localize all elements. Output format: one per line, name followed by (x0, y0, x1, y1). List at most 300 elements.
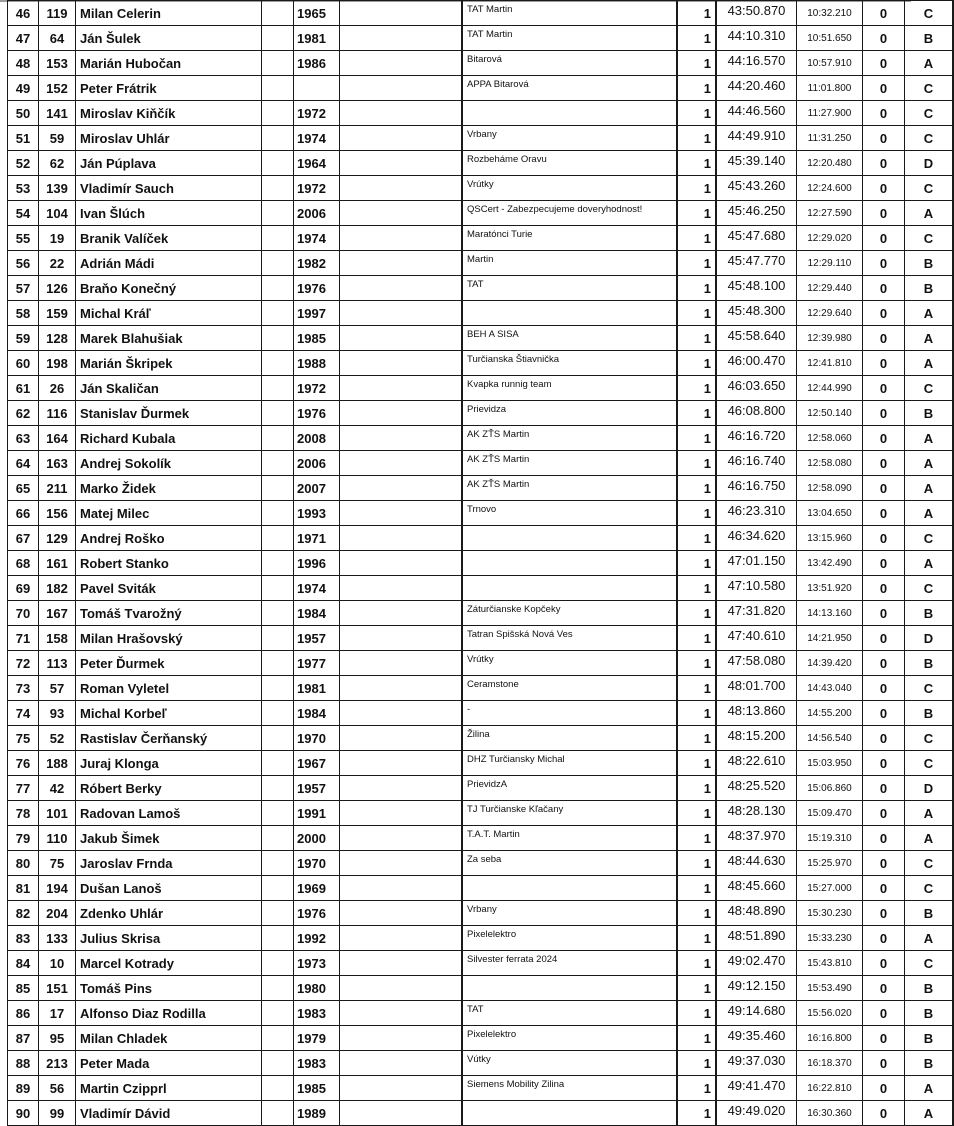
club-cell (462, 976, 677, 1001)
category-cell: B (905, 701, 954, 726)
empty-cell (340, 1026, 463, 1051)
bib-number-cell: 198 (39, 351, 76, 376)
club-cell: Bitarová (462, 51, 677, 76)
bib-number-cell: 64 (39, 26, 76, 51)
finish-time-cell: 47:40.610 (716, 626, 797, 651)
runner-name-cell: Stanislav Ďurmek (76, 401, 262, 426)
club-cell: TAT Martin (462, 1, 677, 26)
runner-name-cell: Rastislav Čerňanský (76, 726, 262, 751)
empty-cell (262, 526, 294, 551)
time-behind-cell: 15:19.310 (797, 826, 863, 851)
empty-cell (340, 276, 463, 301)
runner-name-cell: Miroslav Kiňčík (76, 101, 262, 126)
bib-number-cell: 161 (39, 551, 76, 576)
position-cell: 63 (8, 426, 39, 451)
category-cell: B (905, 976, 954, 1001)
penalty-cell: 0 (863, 76, 905, 101)
empty-cell (340, 1001, 463, 1026)
birth-year-cell: 1989 (294, 1101, 340, 1126)
category-cell: B (905, 1026, 954, 1051)
birth-year-cell: 1967 (294, 751, 340, 776)
position-cell: 79 (8, 826, 39, 851)
table-row (8, 226, 954, 251)
club-cell: Vútky (462, 1051, 677, 1076)
club-cell: TAT (462, 1001, 677, 1026)
runner-name-cell: Michal Kráľ (76, 301, 262, 326)
bib-number-cell: 113 (39, 651, 76, 676)
category-cell: A (905, 326, 954, 351)
runner-name-cell: Zdenko Uhlár (76, 901, 262, 926)
finish-time-cell: 48:13.860 (716, 701, 797, 726)
empty-cell (340, 576, 463, 601)
finish-time-cell: 43:50.870 (716, 1, 797, 26)
laps-cell: 1 (677, 576, 716, 601)
table-row (8, 176, 954, 201)
table-row (8, 76, 954, 101)
empty-cell (262, 151, 294, 176)
table-row (8, 1001, 954, 1026)
bib-number-cell: 42 (39, 776, 76, 801)
laps-cell: 1 (677, 501, 716, 526)
bib-number-cell: 116 (39, 401, 76, 426)
empty-cell (340, 601, 463, 626)
finish-time-cell: 46:03.650 (716, 376, 797, 401)
empty-cell (340, 101, 463, 126)
table-row (8, 876, 954, 901)
penalty-cell: 0 (863, 876, 905, 901)
club-cell: Ceramstone (462, 676, 677, 701)
empty-cell (340, 76, 463, 101)
club-cell: DHZ Turčiansky Michal (462, 751, 677, 776)
bib-number-cell: 110 (39, 826, 76, 851)
table-row (8, 101, 954, 126)
time-behind-cell: 12:29.110 (797, 251, 863, 276)
empty-cell (262, 926, 294, 951)
empty-cell (340, 1101, 463, 1126)
time-behind-cell: 13:42.490 (797, 551, 863, 576)
category-cell: A (905, 476, 954, 501)
category-cell: A (905, 51, 954, 76)
position-cell: 75 (8, 726, 39, 751)
empty-cell (262, 626, 294, 651)
time-behind-cell: 12:58.080 (797, 451, 863, 476)
empty-cell (340, 776, 463, 801)
empty-cell (262, 1, 294, 26)
penalty-cell: 0 (863, 1101, 905, 1126)
table-row (8, 51, 954, 76)
time-behind-cell: 12:50.140 (797, 401, 863, 426)
runner-name-cell: Marcel Kotrady (76, 951, 262, 976)
finish-time-cell: 48:01.700 (716, 676, 797, 701)
club-cell: QSCert - Zabezpecujeme doveryhodnost! (462, 201, 677, 226)
finish-time-cell: 49:35.460 (716, 1026, 797, 1051)
laps-cell: 1 (677, 876, 716, 901)
laps-cell: 1 (677, 476, 716, 501)
finish-time-cell: 49:12.150 (716, 976, 797, 1001)
club-cell (462, 1101, 677, 1126)
laps-cell: 1 (677, 1026, 716, 1051)
finish-time-cell: 49:14.680 (716, 1001, 797, 1026)
category-cell: D (905, 151, 954, 176)
finish-time-cell: 44:46.560 (716, 101, 797, 126)
penalty-cell: 0 (863, 201, 905, 226)
bib-number-cell: 75 (39, 851, 76, 876)
table-row (8, 551, 954, 576)
empty-cell (262, 601, 294, 626)
finish-time-cell: 46:00.470 (716, 351, 797, 376)
runner-name-cell: Vladimír Dávid (76, 1101, 262, 1126)
laps-cell: 1 (677, 151, 716, 176)
runner-name-cell: Ivan Šlúch (76, 201, 262, 226)
table-row (8, 201, 954, 226)
finish-time-cell: 45:48.300 (716, 301, 797, 326)
category-cell: C (905, 676, 954, 701)
bib-number-cell: 182 (39, 576, 76, 601)
club-cell (462, 876, 677, 901)
penalty-cell: 0 (863, 401, 905, 426)
empty-cell (262, 1076, 294, 1101)
category-cell: C (905, 576, 954, 601)
table-row (8, 576, 954, 601)
empty-cell (262, 876, 294, 901)
bib-number-cell: 93 (39, 701, 76, 726)
birth-year-cell: 1981 (294, 676, 340, 701)
laps-cell: 1 (677, 901, 716, 926)
runner-name-cell: Marek Blahušiak (76, 326, 262, 351)
bib-number-cell: 156 (39, 501, 76, 526)
laps-cell: 1 (677, 1001, 716, 1026)
empty-cell (262, 576, 294, 601)
table-row (8, 476, 954, 501)
finish-time-cell: 49:49.020 (716, 1101, 797, 1126)
birth-year-cell: 1973 (294, 951, 340, 976)
runner-name-cell: Alfonso Diaz Rodilla (76, 1001, 262, 1026)
penalty-cell: 0 (863, 601, 905, 626)
category-cell: A (905, 1101, 954, 1126)
time-behind-cell: 10:57.910 (797, 51, 863, 76)
empty-cell (340, 126, 463, 151)
penalty-cell: 0 (863, 701, 905, 726)
laps-cell: 1 (677, 76, 716, 101)
position-cell: 61 (8, 376, 39, 401)
bib-number-cell: 104 (39, 201, 76, 226)
club-cell: Pixelelektro (462, 926, 677, 951)
runner-name-cell: Peter Frátrik (76, 76, 262, 101)
position-cell: 90 (8, 1101, 39, 1126)
position-cell: 81 (8, 876, 39, 901)
laps-cell: 1 (677, 1101, 716, 1126)
laps-cell: 1 (677, 301, 716, 326)
penalty-cell: 0 (863, 851, 905, 876)
laps-cell: 1 (677, 376, 716, 401)
bib-number-cell: 95 (39, 1026, 76, 1051)
club-cell: Záturčianske Kopčeky (462, 601, 677, 626)
finish-time-cell: 44:49.910 (716, 126, 797, 151)
club-cell: Žilina (462, 726, 677, 751)
time-behind-cell: 14:43.040 (797, 676, 863, 701)
time-behind-cell: 14:13.160 (797, 601, 863, 626)
position-cell: 88 (8, 1051, 39, 1076)
birth-year-cell: 1976 (294, 401, 340, 426)
table-row (8, 676, 954, 701)
runner-name-cell: Jakub Šimek (76, 826, 262, 851)
birth-year-cell: 1969 (294, 876, 340, 901)
category-cell: A (905, 451, 954, 476)
penalty-cell: 0 (863, 1051, 905, 1076)
category-cell: B (905, 1051, 954, 1076)
category-cell: B (905, 651, 954, 676)
penalty-cell: 0 (863, 101, 905, 126)
position-cell: 49 (8, 76, 39, 101)
empty-cell (262, 176, 294, 201)
club-cell: AK ZŤS Martin (462, 426, 677, 451)
laps-cell: 1 (677, 426, 716, 451)
finish-time-cell: 48:22.610 (716, 751, 797, 776)
club-cell (462, 101, 677, 126)
empty-cell (340, 251, 463, 276)
birth-year-cell: 1965 (294, 1, 340, 26)
laps-cell: 1 (677, 801, 716, 826)
birth-year-cell: 1970 (294, 726, 340, 751)
bib-number-cell: 213 (39, 1051, 76, 1076)
position-cell: 51 (8, 126, 39, 151)
position-cell: 47 (8, 26, 39, 51)
finish-time-cell: 45:48.100 (716, 276, 797, 301)
time-behind-cell: 12:41.810 (797, 351, 863, 376)
finish-time-cell: 48:45.660 (716, 876, 797, 901)
penalty-cell: 0 (863, 1076, 905, 1101)
category-cell: A (905, 351, 954, 376)
empty-cell (262, 301, 294, 326)
table-row (8, 126, 954, 151)
position-cell: 54 (8, 201, 39, 226)
club-cell: Prievidza (462, 401, 677, 426)
finish-time-cell: 48:28.130 (716, 801, 797, 826)
finish-time-cell: 45:58.640 (716, 326, 797, 351)
club-cell: Rozbeháme Oravu (462, 151, 677, 176)
laps-cell: 1 (677, 51, 716, 76)
category-cell: C (905, 876, 954, 901)
table-row (8, 951, 954, 976)
runner-name-cell: Ján Skaličan (76, 376, 262, 401)
finish-time-cell: 49:41.470 (716, 1076, 797, 1101)
runner-name-cell: Martin Czipprl (76, 1076, 262, 1101)
table-row (8, 1051, 954, 1076)
club-cell: Vrútky (462, 176, 677, 201)
time-behind-cell: 15:33.230 (797, 926, 863, 951)
birth-year-cell: 1983 (294, 1051, 340, 1076)
club-cell: Maratónci Turie (462, 226, 677, 251)
results-table (7, 0, 954, 1126)
empty-cell (262, 651, 294, 676)
runner-name-cell: Matej Milec (76, 501, 262, 526)
runner-name-cell: Juraj Klonga (76, 751, 262, 776)
birth-year-cell: 1992 (294, 926, 340, 951)
birth-year-cell: 1957 (294, 776, 340, 801)
position-cell: 80 (8, 851, 39, 876)
empty-cell (262, 676, 294, 701)
category-cell: C (905, 376, 954, 401)
club-cell: Vrútky (462, 651, 677, 676)
time-behind-cell: 15:03.950 (797, 751, 863, 776)
penalty-cell: 0 (863, 826, 905, 851)
club-cell: - (462, 701, 677, 726)
bib-number-cell: 22 (39, 251, 76, 276)
birth-year-cell: 1991 (294, 801, 340, 826)
category-cell: C (905, 1, 954, 26)
empty-cell (262, 76, 294, 101)
laps-cell: 1 (677, 976, 716, 1001)
time-behind-cell: 10:32.210 (797, 1, 863, 26)
runner-name-cell: Jaroslav Frnda (76, 851, 262, 876)
bib-number-cell: 129 (39, 526, 76, 551)
club-cell: Vrbany (462, 126, 677, 151)
position-cell: 71 (8, 626, 39, 651)
birth-year-cell: 1996 (294, 551, 340, 576)
runner-name-cell: Julius Skrisa (76, 926, 262, 951)
laps-cell: 1 (677, 1076, 716, 1101)
time-behind-cell: 15:56.020 (797, 1001, 863, 1026)
laps-cell: 1 (677, 351, 716, 376)
finish-time-cell: 47:01.150 (716, 551, 797, 576)
empty-cell (262, 551, 294, 576)
birth-year-cell: 1972 (294, 376, 340, 401)
penalty-cell: 0 (863, 501, 905, 526)
empty-cell (340, 901, 463, 926)
penalty-cell: 0 (863, 751, 905, 776)
club-cell: T.A.T. Martin (462, 826, 677, 851)
bib-number-cell: 141 (39, 101, 76, 126)
category-cell: C (905, 176, 954, 201)
runner-name-cell: Braňo Konečný (76, 276, 262, 301)
runner-name-cell: Marián Hubočan (76, 51, 262, 76)
time-behind-cell: 15:06.860 (797, 776, 863, 801)
penalty-cell: 0 (863, 801, 905, 826)
position-cell: 62 (8, 401, 39, 426)
empty-cell (262, 201, 294, 226)
table-row (8, 726, 954, 751)
finish-time-cell: 45:46.250 (716, 201, 797, 226)
table-row (8, 501, 954, 526)
category-cell: C (905, 126, 954, 151)
empty-cell (262, 51, 294, 76)
laps-cell: 1 (677, 176, 716, 201)
bib-number-cell: 164 (39, 426, 76, 451)
birth-year-cell: 1964 (294, 151, 340, 176)
club-cell (462, 576, 677, 601)
position-cell: 87 (8, 1026, 39, 1051)
empty-cell (340, 551, 463, 576)
table-row (8, 326, 954, 351)
bib-number-cell: 26 (39, 376, 76, 401)
bib-number-cell: 17 (39, 1001, 76, 1026)
position-cell: 77 (8, 776, 39, 801)
birth-year-cell: 2006 (294, 451, 340, 476)
club-cell: APPA Bitarová (462, 76, 677, 101)
empty-cell (340, 851, 463, 876)
penalty-cell: 0 (863, 301, 905, 326)
penalty-cell: 0 (863, 626, 905, 651)
birth-year-cell: 1993 (294, 501, 340, 526)
category-cell: C (905, 101, 954, 126)
table-row (8, 801, 954, 826)
laps-cell: 1 (677, 226, 716, 251)
runner-name-cell: Andrej Roško (76, 526, 262, 551)
table-row (8, 901, 954, 926)
penalty-cell: 0 (863, 26, 905, 51)
empty-cell (340, 726, 463, 751)
results-body (8, 1, 954, 1126)
runner-name-cell: Marko Židek (76, 476, 262, 501)
finish-time-cell: 48:15.200 (716, 726, 797, 751)
time-behind-cell: 11:31.250 (797, 126, 863, 151)
club-cell: Trnovo (462, 501, 677, 526)
runner-name-cell: Pavel Sviták (76, 576, 262, 601)
position-cell: 53 (8, 176, 39, 201)
table-row (8, 651, 954, 676)
birth-year-cell: 1957 (294, 626, 340, 651)
position-cell: 73 (8, 676, 39, 701)
laps-cell: 1 (677, 951, 716, 976)
table-row (8, 301, 954, 326)
birth-year-cell: 2008 (294, 426, 340, 451)
penalty-cell: 0 (863, 901, 905, 926)
club-cell (462, 301, 677, 326)
birth-year-cell: 1974 (294, 576, 340, 601)
empty-cell (340, 376, 463, 401)
penalty-cell: 0 (863, 126, 905, 151)
laps-cell: 1 (677, 251, 716, 276)
penalty-cell: 0 (863, 1026, 905, 1051)
birth-year-cell: 1983 (294, 1001, 340, 1026)
category-cell: A (905, 1076, 954, 1101)
bib-number-cell: 152 (39, 76, 76, 101)
empty-cell (262, 801, 294, 826)
position-cell: 78 (8, 801, 39, 826)
empty-cell (340, 1051, 463, 1076)
empty-cell (262, 1026, 294, 1051)
category-cell: B (905, 401, 954, 426)
club-cell: AK ZŤS Martin (462, 476, 677, 501)
position-cell: 83 (8, 926, 39, 951)
bib-number-cell: 99 (39, 1101, 76, 1126)
birth-year-cell: 2006 (294, 201, 340, 226)
birth-year-cell: 1985 (294, 326, 340, 351)
runner-name-cell: Peter Mada (76, 1051, 262, 1076)
time-behind-cell: 12:29.640 (797, 301, 863, 326)
club-cell: Pixelelektro (462, 1026, 677, 1051)
bib-number-cell: 163 (39, 451, 76, 476)
birth-year-cell: 1974 (294, 226, 340, 251)
empty-cell (340, 201, 463, 226)
birth-year-cell: 1988 (294, 351, 340, 376)
runner-name-cell: Vladimír Sauch (76, 176, 262, 201)
penalty-cell: 0 (863, 326, 905, 351)
penalty-cell: 0 (863, 551, 905, 576)
position-cell: 70 (8, 601, 39, 626)
penalty-cell: 0 (863, 976, 905, 1001)
position-cell: 46 (8, 1, 39, 26)
position-cell: 84 (8, 951, 39, 976)
runner-name-cell: Miroslav Uhlár (76, 126, 262, 151)
empty-cell (262, 426, 294, 451)
empty-cell (262, 1001, 294, 1026)
empty-cell (340, 176, 463, 201)
birth-year-cell: 2007 (294, 476, 340, 501)
table-row (8, 426, 954, 451)
laps-cell: 1 (677, 326, 716, 351)
category-cell: B (905, 276, 954, 301)
